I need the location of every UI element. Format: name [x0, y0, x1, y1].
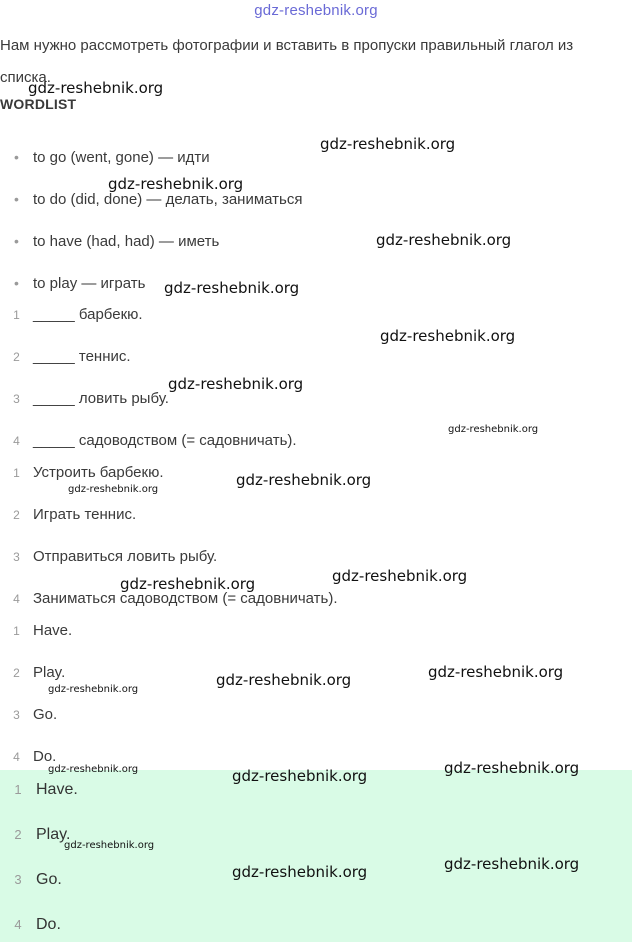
- watermark: gdz-reshebnik.org: [64, 840, 155, 851]
- wordlist-item-text: to play — играть: [33, 275, 146, 292]
- answer-text: Go.: [33, 706, 58, 723]
- watermark: gdz-reshebnik.org: [168, 375, 304, 393]
- wordlist-item-text: to have (had, had) — иметь: [33, 233, 220, 250]
- blank-sentence-text: _____ садоводством (= садовничать).: [33, 432, 297, 449]
- watermark: gdz-reshebnik.org: [120, 575, 256, 593]
- translation-item: [0, 546, 217, 568]
- highlighted-answer: [0, 823, 70, 847]
- item-number: 2: [14, 827, 22, 842]
- item-number: 3: [13, 708, 20, 722]
- watermark: gdz-reshebnik.org: [48, 764, 139, 775]
- answer-item: [0, 620, 72, 642]
- watermark: gdz-reshebnik.org: [376, 231, 512, 249]
- translation-text: Устроить барбекю.: [33, 464, 164, 481]
- wordlist-item: [0, 230, 219, 252]
- blank-sentence: [0, 304, 143, 326]
- watermark: gdz-reshebnik.org: [332, 567, 468, 585]
- wordlist-item-text: to go (went, gone) — идти: [33, 149, 210, 166]
- item-number: 2: [13, 508, 20, 522]
- translation-text: Играть теннис.: [33, 506, 137, 523]
- watermark: gdz-reshebnik.org: [28, 79, 164, 97]
- translation-text: Заниматься садоводством (= садовничать).: [33, 590, 338, 607]
- watermark: gdz-reshebnik.org: [164, 279, 300, 297]
- watermark: gdz-reshebnik.org: [380, 327, 516, 345]
- wordlist-heading: WORDLIST: [0, 96, 77, 112]
- wordlist-item: [0, 272, 145, 294]
- watermark: gdz-reshebnik.org: [236, 471, 372, 489]
- highlighted-answer-text: Have.: [36, 781, 78, 798]
- blank-sentence: [0, 388, 169, 410]
- highlighted-answer: [0, 778, 78, 802]
- watermark: gdz-reshebnik.org: [108, 175, 244, 193]
- task-instructions: Нам нужно рассмотреть фотографии и вставить в пропуски правильный глагол из списка.: [0, 37, 574, 86]
- watermark: gdz-reshebnik.org: [232, 863, 368, 881]
- translation-item: [0, 504, 136, 526]
- watermark: gdz-reshebnik.org: [320, 135, 456, 153]
- bullet-icon: •: [14, 149, 19, 165]
- watermark: gdz-reshebnik.org: [428, 663, 564, 681]
- highlighted-answer-text: Play.: [36, 826, 71, 843]
- item-number: 1: [13, 466, 20, 480]
- blank-sentence-text: _____ барбекю.: [33, 306, 143, 323]
- highlighted-answer: [0, 868, 62, 892]
- highlighted-answer-text: Do.: [36, 916, 61, 933]
- wordlist-item: [0, 146, 210, 168]
- item-number: 1: [13, 308, 20, 322]
- item-number: 4: [13, 592, 20, 606]
- bullet-icon: •: [14, 233, 19, 249]
- highlighted-answer-text: Go.: [36, 871, 62, 888]
- blank-sentence: [0, 430, 297, 452]
- item-number: 2: [13, 350, 20, 364]
- item-number: 3: [13, 550, 20, 564]
- answer-text: Play.: [33, 664, 66, 681]
- item-number: 1: [14, 782, 22, 797]
- answer-text: Do.: [33, 748, 57, 765]
- watermark: gdz-reshebnik.org: [444, 855, 580, 873]
- item-number: 4: [13, 434, 20, 448]
- answer-item: [0, 662, 65, 684]
- watermark: gdz-reshebnik.org: [68, 484, 159, 495]
- item-number: 4: [14, 917, 22, 932]
- item-number: 1: [13, 624, 20, 638]
- bullet-icon: •: [14, 275, 19, 291]
- item-number: 3: [13, 392, 20, 406]
- watermark: gdz-reshebnik.org: [444, 759, 580, 777]
- answer-text: Have.: [33, 622, 73, 639]
- watermark: gdz-reshebnik.org: [232, 767, 368, 785]
- item-number: 3: [14, 872, 22, 887]
- answer-item: [0, 704, 57, 726]
- watermark: gdz-reshebnik.org: [448, 424, 539, 435]
- bullet-icon: •: [14, 191, 19, 207]
- blank-sentence-text: _____ теннис.: [33, 348, 131, 365]
- watermark: gdz-reshebnik.org: [216, 671, 352, 689]
- watermark: gdz-reshebnik.org: [48, 684, 139, 695]
- translation-item: [0, 462, 164, 484]
- blank-sentence: [0, 346, 131, 368]
- highlighted-answer: [0, 913, 61, 937]
- wordlist-item-text: to do (did, done) — делать, заниматься: [33, 191, 303, 208]
- blank-sentence-text: _____ ловить рыбу.: [33, 390, 169, 407]
- translation-text: Отправиться ловить рыбу.: [33, 548, 218, 565]
- item-number: 2: [13, 666, 20, 680]
- item-number: 4: [13, 750, 20, 764]
- site-header-watermark: gdz-reshebnik.org: [254, 2, 378, 19]
